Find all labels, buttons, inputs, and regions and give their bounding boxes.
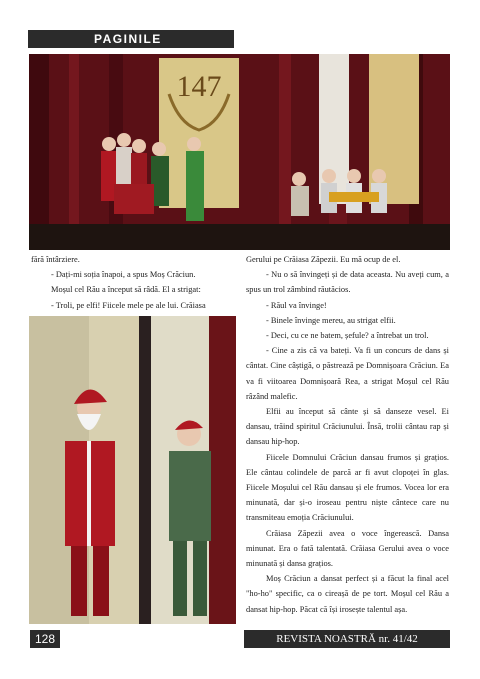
paragraph: - Răul va învinge! (266, 300, 327, 310)
paragraph: - Troli, pe elfi! Fiicele mele pe ale lui. Crăiasa (51, 300, 206, 310)
paragraph: Elfii au început să cânte și să danseze vesel. Ei dansau, trăind spiritul Crăciunului. Însă, trolii cântau rap și dansau hip-hop. (246, 407, 449, 447)
paragraph: - Binele învinge mereu, au strigat elfii. (266, 315, 396, 325)
paragraph: Moș Crăciun a dansat perfect și a făcut la final acel "ho-ho" specific, ca o cireașă de pe tort. Moșul cel Rău a dansat hip-hop. Păcat că își irosește talentul așa. (246, 574, 449, 614)
paragraph: - Dați-mi soția înapoi, a spus Moș Crăciun. (51, 270, 196, 280)
santa-photo (29, 316, 236, 624)
paragraph: - Deci, cu ce ne batem, șefule? a întrebat un trol. (266, 331, 429, 341)
stage-photo-illustration (29, 54, 450, 250)
paragraph: Crăiasa Zăpezii avea o voce îngerească. Dansa minunat. Era o fată talentată. Crăiasa Gerului avea o voce minunată și dansa grațios. (246, 528, 449, 569)
section-header (28, 30, 234, 48)
magazine-footer: REVISTA NOASTRĂ nr. 41/42 (244, 630, 450, 648)
banner-number: 147 (176, 70, 222, 103)
paragraph: fără întârziere. (31, 255, 80, 264)
page-number: 128 (30, 630, 60, 648)
paragraph: Fiicele Domnului Crăciun dansau frumos și grațios. Ele cântau colindele de parcă ar fi avut clopoței în glas. Fiicele Moșului cel Rău dansau și ele frumos. Vocea lor era minunată, dar și-o iroseau pentru niște cântece care nu transmiteau emoția Crăciunului. (246, 452, 449, 523)
right-text-column (246, 252, 449, 617)
paragraph: - Nu o să învingeți și de data aceasta. Nu aveți cum, a spus un trol zâmbind răutăcios. (246, 270, 449, 295)
left-text-column (31, 252, 238, 313)
paragraph: Moșul cel Rău a început să râdă. El a strigat: (51, 285, 201, 295)
section-title: PAGINILE (94, 32, 162, 46)
paragraph: Gerului pe Crăiasa Zăpezii. Eu mă ocup de el. (246, 255, 401, 264)
stage-photo (29, 54, 450, 250)
paragraph: - Cine a zis că va bateți. Va fi un concurs de dans și cântat. Cine câștigă, o păstrează pe Domnișoara Crăciun. Ea va fi viitoarea Domnișoară Rea, a strigat Moșul cel Rău râzând malefic. (246, 346, 449, 401)
santa-photo-illustration (29, 316, 236, 624)
